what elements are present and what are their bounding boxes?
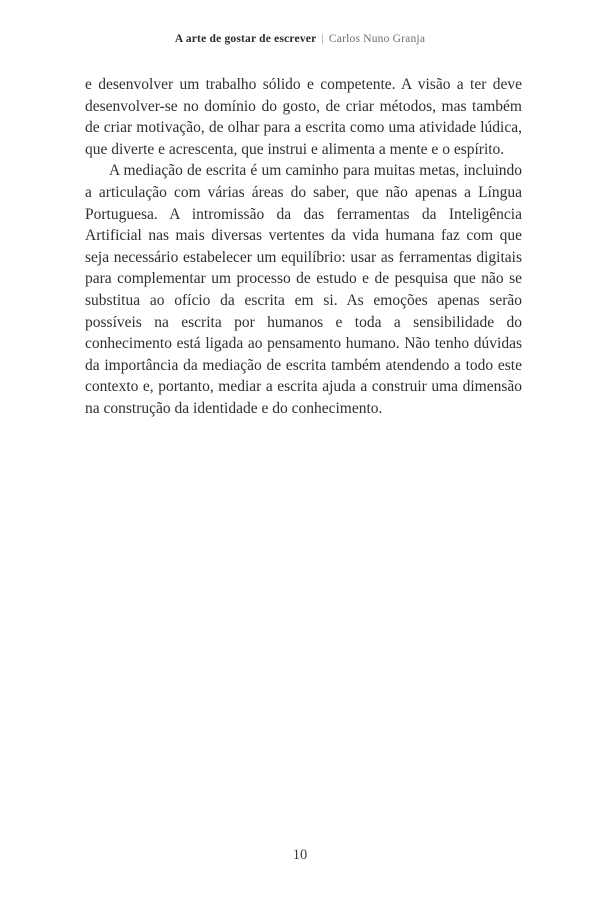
paragraph: A mediação de escrita é um caminho para muitas metas, incluindo a articulação com várias áreas do saber, que não apenas a Língua Portuguesa. A intromissão da das ferramentas da Inteligência Artificial nas mais diversas vertentes da vida humana faz com que seja necessário estabelecer um equilíbrio: usar as ferramentas digitais para complementar um processo de estudo e de pesquisa que não se substitua ao ofício da escrita em si. As emoções apenas serão possíveis na escrita por humanos e toda a sensibilidade do conhecimento está ligada ao pensamento humano. Não tenho dúvidas da importância da mediação de escrita também atendendo a todo este contexto e, portanto, mediar a escrita ajuda a construir uma dimensão na construção da identidade e do conhecimento. — [85, 162, 522, 417]
paragraph-continuation: e desenvolver um trabalho sólido e competente. A visão a ter deve desenvolver-se no domínio do gosto, de criar métodos, mas também de criar motivação, de olhar para a escrita como uma atividade lúdica, que diverte e acrescenta, que instrui e alimenta a mente e o espírito. — [85, 76, 522, 158]
header-separator: | — [321, 33, 324, 45]
page-body — [85, 74, 522, 420]
page-footer — [0, 847, 600, 864]
running-header — [0, 33, 600, 45]
author-name: Carlos Nuno Granja — [328, 33, 426, 45]
page-number: 10 — [292, 847, 308, 863]
book-title: A arte de gostar de escrever — [174, 33, 317, 45]
